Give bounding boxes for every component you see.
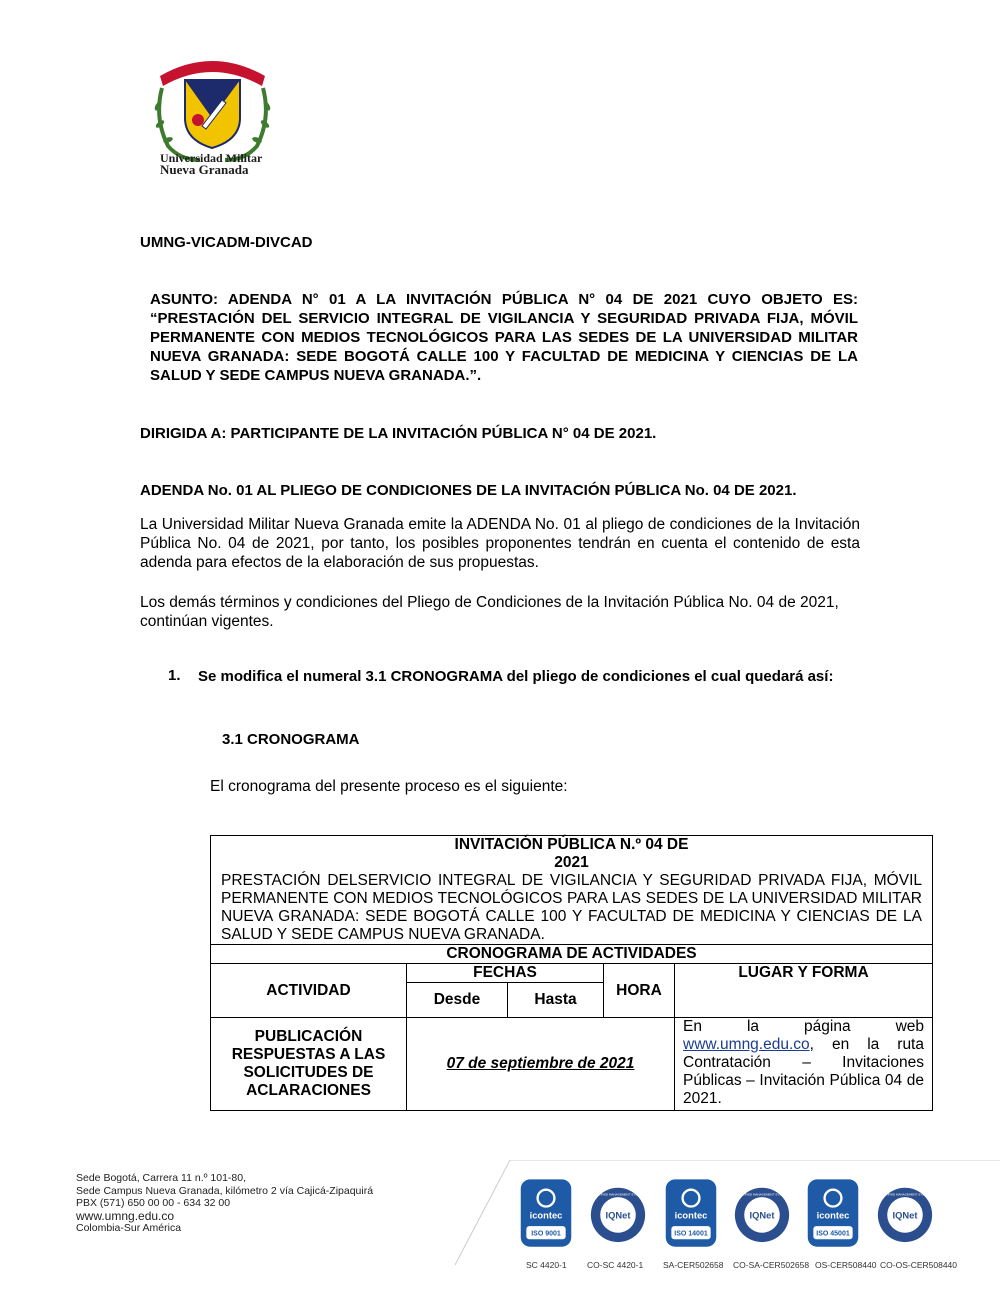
badge-standard: CERTIFIED MANAGEMENT SYSTEM bbox=[879, 1192, 931, 1197]
badge-standard: CERTIFIED MANAGEMENT SYSTEM bbox=[592, 1192, 644, 1197]
website-link[interactable]: www.umng.edu.co bbox=[683, 1036, 810, 1053]
addressed-to: DIRIGIDA A: PARTICIPANTE DE LA INVITACIÓN PÚBLICA N° 04 DE 2021. bbox=[140, 425, 657, 442]
badge-brand: icontec bbox=[816, 1210, 850, 1221]
certification-code: CO-OS-CER508440 bbox=[880, 1260, 958, 1270]
place-suffix: , en la ruta Contratación – Invitaciones Públicas – Invitación Pública 04 de 2021. bbox=[683, 1036, 924, 1107]
university-name-line2: Nueva Granada bbox=[160, 162, 249, 177]
badge-standard: CERTIFIED MANAGEMENT SYSTEM bbox=[736, 1192, 788, 1197]
certification-code: OS-CER508440 bbox=[815, 1260, 877, 1270]
schedule-intro: El cronograma del presente proceso es el siguiente: bbox=[210, 778, 568, 795]
activity-cell: PUBLICACIÓN RESPUESTAS A LAS SOLICITUDES DE ACLARACIONES bbox=[211, 1018, 407, 1111]
badge-brand: icontec bbox=[674, 1210, 708, 1221]
badge-standard: ISO 9001 bbox=[531, 1230, 561, 1238]
icontec-certification-badge bbox=[662, 1175, 720, 1253]
date-value: 07 de septiembre de 2021 bbox=[446, 1055, 635, 1072]
iqnet-certification-badge bbox=[589, 1175, 647, 1253]
schedule-table bbox=[210, 835, 933, 1111]
table-object-text: PRESTACIÓN DELSERVICIO INTEGRAL DE VIGILANCIA Y SEGURIDAD PRIVADA FIJA, MÓVIL PERMANENTE CON MEDIOS TECNOLÓGICOS PARA LAS SEDES DE LA UNIVERSIDAD MILITAR NUEVA GRANADA: SEDE BOGOTÁ CALLE 100 Y FACULTAD DE MEDICINA Y CIENCIAS DE LA SALUD Y SEDE CAMPUS NUEVA GRANADA. bbox=[221, 872, 922, 943]
badge-brand: icontec bbox=[529, 1210, 563, 1221]
footer-website[interactable]: www.umng.edu.co bbox=[76, 1208, 175, 1223]
university-name-logo bbox=[160, 152, 270, 176]
table-header-line1: INVITACIÓN PÚBLICA N.º 04 DE bbox=[454, 836, 689, 853]
col-place-header: LUGAR Y FORMA bbox=[675, 964, 933, 1018]
certification-code: CO-SC 4420-1 bbox=[587, 1260, 644, 1270]
item-number: 1. bbox=[168, 667, 181, 684]
col-from-header: Desde bbox=[407, 983, 508, 1018]
footer-line1: Sede Bogotá, Carrera 11 n.º 101-80, bbox=[76, 1172, 246, 1184]
badge-brand: IQNet bbox=[892, 1210, 918, 1221]
addendum-title: ADENDA No. 01 AL PLIEGO DE CONDICIONES DE LA INVITACIÓN PÚBLICA No. 04 DE 2021. bbox=[140, 482, 797, 499]
table-row bbox=[211, 964, 933, 983]
section-title: 3.1 CRONOGRAMA bbox=[222, 731, 360, 748]
document-reference: UMNG-VICADM-DIVCAD bbox=[140, 234, 313, 251]
table-row bbox=[211, 945, 933, 964]
iqnet-certification-badge bbox=[733, 1175, 791, 1253]
iqnet-certification-badge bbox=[876, 1175, 934, 1253]
footer-line5: Colombia-Sur América bbox=[76, 1222, 182, 1234]
col-dates-header: FECHAS bbox=[407, 964, 604, 983]
table-header-cell bbox=[211, 836, 933, 945]
badge-brand: IQNet bbox=[605, 1210, 631, 1221]
table-header-line2: 2021 bbox=[554, 854, 589, 871]
badge-brand: IQNet bbox=[749, 1210, 775, 1221]
date-cell bbox=[407, 1018, 675, 1111]
place-cell bbox=[675, 1018, 933, 1111]
col-to-header: Hasta bbox=[508, 983, 604, 1018]
certification-code: CO-SA-CER502658 bbox=[733, 1260, 810, 1270]
validity-paragraph: Los demás términos y condiciones del Pliego de Condiciones de la Invitación Pública No. 04 de 2021, continúan vigentes. bbox=[140, 594, 839, 630]
col-time-header: HORA bbox=[604, 964, 675, 1018]
certification-code: SA-CER502658 bbox=[663, 1260, 724, 1270]
icontec-certification-badge bbox=[517, 1175, 575, 1253]
intro-paragraph: La Universidad Militar Nueva Granada emite la ADENDA No. 01 al pliego de condiciones de la Invitación Pública No. 04 de 2021, por tanto, los posibles proponentes tendrán en cuenta el contenido de esta adenda para efectos de la elaboración de sus propuestas. bbox=[140, 516, 860, 571]
footer-line2: Sede Campus Nueva Granada, kilómetro 2 vía Cajicá-Zipaquirá bbox=[76, 1184, 374, 1197]
certification-code: SC 4420-1 bbox=[526, 1260, 567, 1270]
table-row bbox=[211, 836, 933, 945]
place-prefix: En la página web bbox=[683, 1018, 924, 1035]
activities-title: CRONOGRAMA DE ACTIVIDADES bbox=[211, 945, 933, 964]
document-subject: ASUNTO: ADENDA N° 01 A LA INVITACIÓN PÚBLICA N° 04 DE 2021 CUYO OBJETO ES: “PRESTACIÓN DEL SERVICIO INTEGRAL DE VIGILANCIA Y SEGURIDAD PRIVADA FIJA, MÓVIL PERMANENTE CON MEDIOS TECNOLÓGICOS PARA LAS SEDES DE LA UNIVERSIDAD MILITAR NUEVA GRANADA: SEDE BOGOTÁ CALLE 100 Y FACULTAD DE MEDICINA Y CIENCIAS DE LA SALUD Y SEDE CAMPUS NUEVA GRANADA.”. bbox=[150, 291, 858, 384]
footer-line3: PBX (571) 650 00 00 - 634 32 00 bbox=[76, 1197, 231, 1209]
university-name-line1: Universidad Militar bbox=[160, 151, 263, 165]
modification-item: Se modifica el numeral 3.1 CRONOGRAMA del pliego de condiciones el cual quedará así: bbox=[198, 668, 834, 685]
footer-address bbox=[76, 1172, 373, 1235]
icontec-certification-badge bbox=[804, 1175, 862, 1253]
badge-standard: ISO 45001 bbox=[816, 1230, 850, 1238]
table-row bbox=[211, 1018, 933, 1111]
col-activity-header: ACTIVIDAD bbox=[211, 964, 407, 1018]
badge-standard: ISO 14001 bbox=[674, 1230, 708, 1238]
